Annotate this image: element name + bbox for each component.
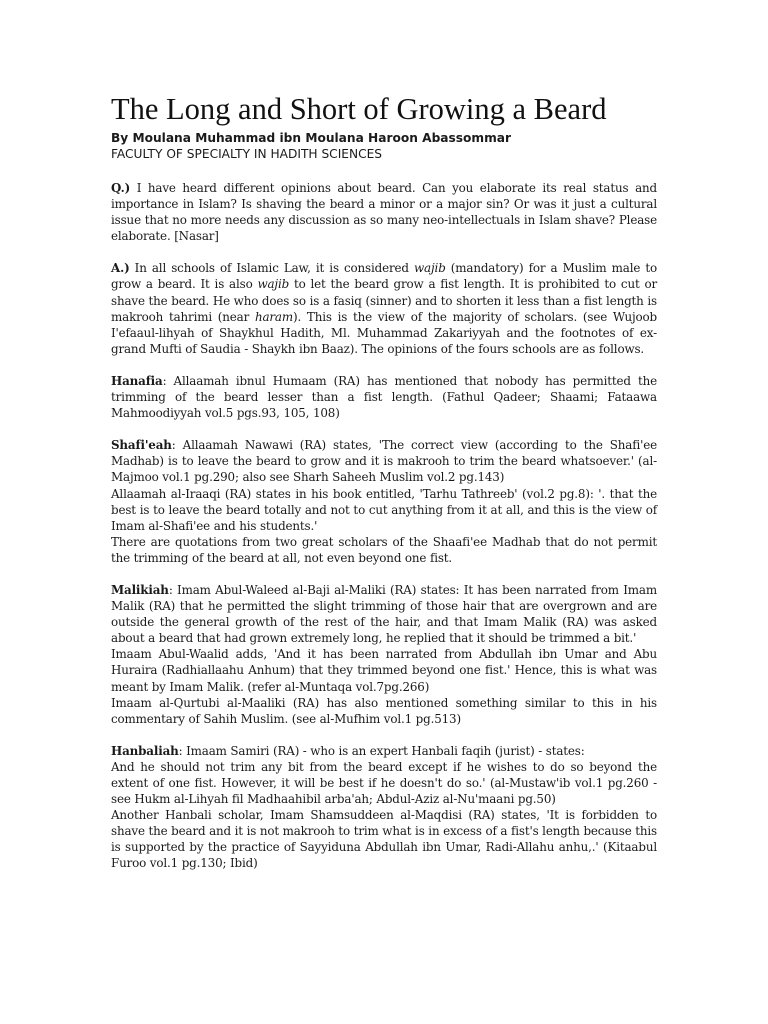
answer-label: A.) [111,261,130,276]
hanbaliah-line-3: Another Hanbali scholar, Imam Shamsuddeen al-Maqdisi (RA) states, 'It is forbidden to shave the beard and it is not makrooh to trim what is in excess of a fist's length because this is supported by the practice of Sayyiduna Abdullah ibn Umar, Radi-Allahu anhu,.' (Kitaabul Furoo vol.1 pg.130; Ibid) [111,808,657,871]
answer-emphasis-wajib-2: wajib [257,277,290,292]
answer-paragraph [111,260,657,357]
hanbaliah-line-1 [111,743,657,759]
answer-text-1: In all schools of Islamic Law, it is considered [129,261,415,276]
shafieah-text-1: : Allaamah Nawawi (RA) states, 'The correct view (according to the Shafi'ee Madhab) is to leave the beard to grow and it is makrooh to trim the beard whatsoever.' (al-Majmoo vol.1 pg.290; also see Sharh Saheeh Muslim vol.2 pg.143) [111,438,657,485]
hanbaliah-label: Hanbaliah [111,743,179,758]
malikiah-label: Malikiah [111,582,169,597]
malikiah-line-3: Imaam al-Qurtubi al-Maaliki (RA) has also mentioned something similar to this in his commentary of Sahih Muslim. (see al-Mufhim vol.1 pg.513) [111,695,657,726]
shafieah-line-1 [111,437,657,485]
page-title: The Long and Short of Growing a Beard [111,92,607,126]
malikiah-line-1 [111,582,657,646]
author-byline: By Moulana Muhammad ibn Moulana Haroon Abassommar [111,131,512,145]
malikiah-paragraph [111,582,657,727]
hanbaliah-paragraph [111,743,657,872]
shafieah-label: Shafi'eah [111,438,172,453]
malikiah-line-2: Imaam Abul-Waalid adds, 'And it has been narrated from Abdullah ibn Umar and Abu Huraira (Radhiallaahu Anhum) that they trimmed beyond one fist.' Hence, this is what was meant by Imam Malik. (refer al-Muntaqa vol.7pg.266) [111,647,657,694]
answer-text-3: to let the beard grow a fist length. It is prohibited to cut or shave the beard. He who does so is a fasiq (sinner) and to shorten it less than a fist length is makrooh tahrimi (near [111,277,657,324]
malikiah-text-1: : Imam Abul-Waleed al-Baji al-Maliki (RA) states: It has been narrated from Imam Malik (RA) that he permitted the slight trimming of those hair that are overgrown and are outside the general growth of the rest of the hair, and that Imam Malik (RA) was asked about a beard that had grown extremely long, he replied that it should be trimmed a bit.' [111,582,657,646]
hanafia-paragraph [111,373,657,421]
question-text: I have heard different opinions about beard. Can you elaborate its real status and importance in Islam? Is shaving the beard a minor or a major sin? Or was it just a cultural issue that no more needs any discussion as so many neo-intellectuals in Islam shave? Please elaborate. [Nasar] [111,181,657,244]
answer-emphasis-haram: haram [254,309,293,324]
hanbaliah-line-2: And he should not trim any bit from the beard except if he wishes to do so beyond the extent of one fist. However, it will be best if he doesn't do so.' (al-Mustaw'ib vol.1 pg.260 - see Hukm al-Lihyah fil Madhaahibil arba'ah; Abdul-Aziz al-Nu'maani pg.50) [111,759,657,807]
shafieah-line-3: There are quotations from two great scholars of the Shaafi'ee Madhab that do not permit the trimming of the beard at all, not even beyond one fist. [111,534,657,565]
answer-text-2: (mandatory) for a Muslim male to grow a beard. It is also [111,261,657,292]
answer-emphasis-wajib: wajib [414,261,446,276]
answer-text-4: ). This is the view of the majority of scholars. (see Wujoob I'efaaul-lihyah of Shaykhul Hadith, Ml. Muhammad Zakariyyah and the footnotes of ex-grand Mufti of Saudia - Shaykh ibn Baaz). The opinions of the fours schools are as follows. [111,309,657,356]
question-paragraph [111,180,657,244]
faculty-line: FACULTY OF SPECIALTY IN HADITH SCIENCES [111,147,383,161]
shafieah-paragraph [111,437,657,566]
hanafia-text: : Allaamah ibnul Humaam (RA) has mentioned that nobody has permitted the trimming of the beard lesser than a fist length. (Fathul Qadeer; Shaami; Fataawa Mahmoodiyyah vol.5 pgs.93, 105, 108) [111,373,657,421]
hanbaliah-text-1: : Imaam Samiri (RA) - who is an expert Hanbali faqih (jurist) - states: [178,743,585,758]
shafieah-line-2: Allaamah al-Iraaqi (RA) states in his book entitled, 'Tarhu Tathreeb' (vol.2 pg.8): '. that the best is to leave the beard totally and not to cut anything from it at all, and this is the view of Imam al-Shafi'ee and his students.' [111,486,657,533]
hanafia-label: Hanafia [111,373,163,388]
question-label: Q.) [111,181,131,195]
